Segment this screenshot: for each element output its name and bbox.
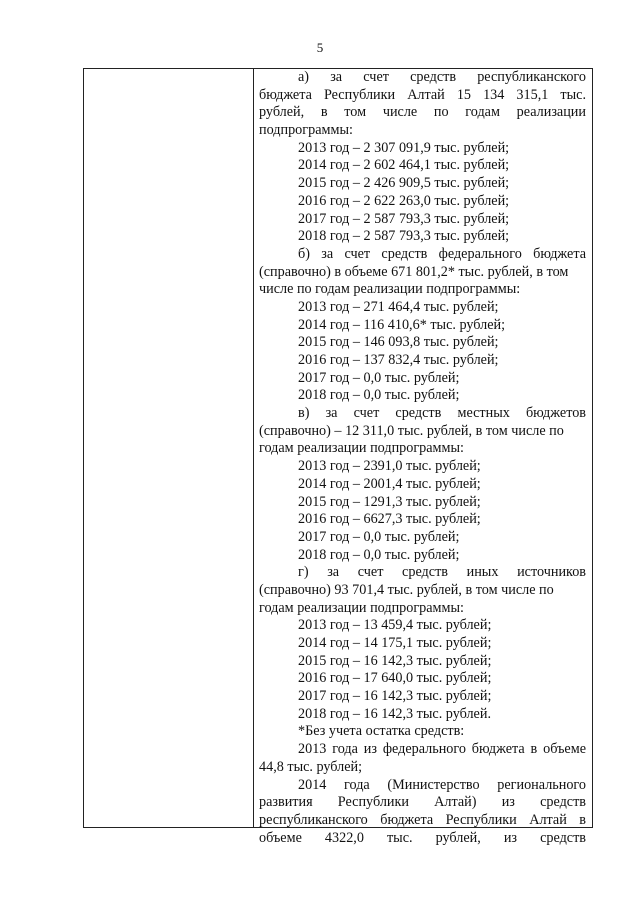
section-g-2015: 2015 год – 16 142,3 тыс. рублей;: [298, 652, 492, 669]
section-b-2016: 2016 год – 137 832,4 тыс. рублей;: [298, 352, 499, 368]
section-b-2018: 2018 год – 0,0 тыс. рублей;: [298, 387, 460, 404]
section-v-2017: 2017 год – 0,0 тыс. рублей;: [298, 528, 460, 545]
section-b-2014: 2014 год – 116 410,6* тыс. рублей;: [298, 316, 506, 333]
footnote-line-7: объеме 4322,0 тыс. рублей, из средств: [259, 829, 586, 846]
section-a-2018: 2018 год – 2 587 793,3 тыс. рублей;: [298, 228, 510, 245]
footnote-line-4: 2014 года (Министерство регионального: [298, 776, 586, 793]
section-b-2017: 2017 год – 0,0 тыс. рублей;: [298, 369, 460, 386]
footnote-line-5: развития Республики Алтай) из средств: [259, 794, 586, 811]
section-v-2014: 2014 год – 2001,4 тыс. рублей;: [298, 475, 481, 492]
section-b-line-1: б) за счет средств федерального бюджета: [298, 245, 586, 262]
section-g-line-2: (справочно) 93 701,4 тыс. рублей, в том числе по: [259, 581, 554, 598]
section-g-2018: 2018 год – 16 142,3 тыс. рублей.: [298, 705, 491, 722]
section-v-line-3: годам реализации подпрограммы:: [259, 440, 464, 457]
footnote-line-3: 44,8 тыс. рублей;: [259, 758, 363, 775]
section-g-2017: 2017 год – 16 142,3 тыс. рублей;: [298, 688, 492, 705]
section-g-line-3: годам реализации подпрограммы:: [259, 599, 464, 616]
table-left-column: [84, 69, 254, 827]
section-a-line-2: бюджета Республики Алтай 15 134 315,1 тыс.: [259, 86, 586, 103]
section-a-line-4: подпрограммы:: [259, 122, 353, 139]
section-v-line-1: в) за счет средств местных бюджетов: [298, 405, 586, 422]
section-g-2013: 2013 год – 13 459,4 тыс. рублей;: [298, 617, 492, 634]
budget-table: [83, 68, 593, 846]
section-a-line-1: а) за счет средств республиканского: [298, 69, 586, 85]
section-a-2016: 2016 год – 2 622 263,0 тыс. рублей;: [298, 192, 510, 209]
section-v-2016: 2016 год – 6627,3 тыс. рублей;: [298, 511, 481, 528]
section-b-2013: 2013 год – 271 464,4 тыс. рублей;: [298, 298, 499, 315]
section-v-2015: 2015 год – 1291,3 тыс. рублей;: [298, 493, 481, 510]
section-v-2018: 2018 год – 0,0 тыс. рублей;: [298, 546, 460, 563]
footnote-line-2: 2013 года из федерального бюджета в объеме: [298, 741, 586, 758]
section-g-line-1: г) за счет средств иных источников: [298, 564, 586, 581]
section-g-2016: 2016 год – 17 640,0 тыс. рублей;: [298, 670, 492, 687]
section-g-2014: 2014 год – 14 175,1 тыс. рублей;: [298, 635, 492, 651]
section-v-2013: 2013 год – 2391,0 тыс. рублей;: [298, 458, 481, 475]
section-b-2015: 2015 год – 146 093,8 тыс. рублей;: [298, 334, 499, 351]
section-v-line-2: (справочно) – 12 311,0 тыс. рублей, в том числе по: [259, 422, 564, 439]
page-number: 5: [316, 40, 324, 55]
section-a-2013: 2013 год – 2 307 091,9 тыс. рублей;: [298, 139, 510, 156]
section-a-2017: 2017 год – 2 587 793,3 тыс. рублей;: [298, 210, 510, 227]
section-b-line-2: (справочно) в объеме 671 801,2* тыс. рублей, в том: [259, 263, 569, 280]
section-a-2014: 2014 год – 2 602 464,1 тыс. рублей;: [298, 157, 510, 174]
table-right-column: [254, 69, 592, 846]
footnote-line-6: республиканского бюджета Республики Алтай в: [259, 811, 586, 828]
footnote-line-1: *Без учета остатка средств:: [298, 723, 465, 740]
section-a-line-3: рублей, в том числе по годам реализации: [259, 104, 586, 121]
section-a-2015: 2015 год – 2 426 909,5 тыс. рублей;: [298, 175, 510, 192]
section-b-line-3: числе по годам реализации подпрограммы:: [259, 281, 521, 298]
